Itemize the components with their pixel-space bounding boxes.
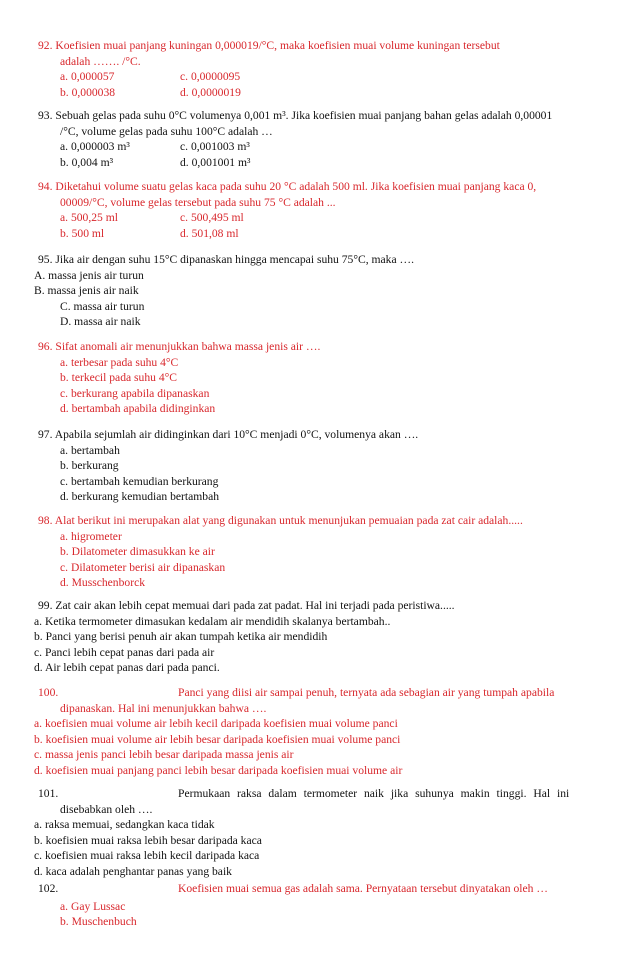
option-b: b. berkurang: [60, 459, 119, 473]
question-102: [38, 881, 604, 930]
option-c: c. bertambah kemudian berkurang: [60, 474, 219, 488]
question-stem: 95. Jika air dengan suhu 15°C dipanaskan hingga mencapai suhu 75°C, maka ….: [38, 253, 415, 266]
option-b: b. koefisien muai volume air lebih besar daripada koefisien muai volume panci: [34, 732, 401, 746]
option-a: a. 0,000057: [60, 70, 115, 84]
question-number: 102.: [38, 882, 59, 895]
question-number: 100.: [38, 686, 59, 699]
option-d: d. 0,001001 m³: [180, 155, 251, 169]
option-d: d. 501,08 ml: [180, 226, 239, 240]
option-d: d. kaca adalah penghantar panas yang baik: [34, 864, 232, 878]
question-93: [38, 108, 604, 170]
option-b: b. 500 ml: [60, 226, 105, 240]
question-92: [38, 38, 604, 100]
option-d: d. bertambah apabila didinginkan: [60, 402, 216, 416]
option-b: b. 0,004 m³: [60, 155, 114, 169]
option-d: d. Air lebih cepat panas dari pada panci.: [34, 661, 220, 675]
option-a: a. bertambah: [60, 443, 120, 457]
question-98: [38, 513, 604, 591]
option-d: d. koefisien muai panjang panci lebih besar daripada koefisien muai volume air: [34, 763, 403, 777]
option-d: d. Musschenborck: [60, 576, 146, 590]
option-c: c. Panci lebih cepat panas dari pada air: [34, 645, 215, 659]
option-c: c. 0,0000095: [180, 70, 241, 84]
question-stem-cont: /°C, volume gelas pada suhu 100°C adalah …: [60, 124, 273, 138]
option-b: B. massa jenis air naik: [34, 284, 139, 298]
option-c: c. koefisien muai raksa lebih kecil daripada kaca: [34, 849, 260, 863]
question-stem: 94. Diketahui volume suatu gelas kaca pada suhu 20 °C adalah 500 ml. Jika koefisien muai panjang kaca 0,: [38, 180, 537, 193]
question-97: [38, 427, 604, 505]
question-stem-cont: adalah ……. /°C.: [60, 54, 141, 68]
option-b: b. terkecil pada suhu 4°C: [60, 371, 178, 385]
question-94: [38, 179, 604, 241]
option-d: D. massa air naik: [60, 315, 141, 329]
option-a: a. 0,000003 m³: [60, 140, 130, 154]
option-b: b. Dilatometer dimasukkan ke air: [60, 545, 215, 559]
option-b: b. Panci yang berisi penuh air akan tumpah ketika air mendidih: [34, 630, 328, 644]
option-c: c. Dilatometer berisi air dipanaskan: [60, 560, 226, 574]
option-a: a. Ketika termometer dimasukan kedalam air mendidih skalanya bertambah..: [34, 614, 391, 628]
option-d: d. berkurang kemudian bertambah: [60, 490, 220, 504]
question-stem: Koefisien muai semua gas adalah sama. Pernyataan tersebut dinyatakan oleh …: [178, 882, 548, 895]
option-a: A. massa jenis air turun: [34, 268, 144, 282]
question-stem: 98. Alat berikut ini merupakan alat yang digunakan untuk menunjukan pemuaian pada zat cair adalah.....: [38, 514, 523, 527]
option-a: a. Gay Lussac: [60, 899, 126, 913]
question-stem: Permukaan raksa dalam termometer naik jika suhunya makin tinggi. Hal ini: [178, 787, 570, 800]
option-a: a. higrometer: [60, 529, 122, 543]
question-stem: 97. Apabila sejumlah air didinginkan dari 10°C menjadi 0°C, volumenya akan ….: [38, 428, 419, 441]
question-100: [34, 685, 604, 779]
question-stem-cont: 00009/°C, volume gelas tersebut pada suhu 75 °C adalah ...: [60, 195, 336, 209]
question-96: [38, 339, 604, 417]
question-stem-cont: dipanaskan. Hal ini menunjukkan bahwa ….: [60, 701, 267, 715]
option-a: a. 500,25 ml: [60, 211, 118, 225]
option-a: a. koefisien muai volume air lebih kecil daripada koefisien muai volume panci: [34, 717, 398, 731]
option-c: c. 500,495 ml: [180, 211, 244, 225]
question-99: [34, 598, 604, 676]
option-c: C. massa air turun: [60, 299, 145, 313]
question-95: [34, 252, 604, 330]
option-c: c. massa jenis panci lebih besar daripada massa jenis air: [34, 748, 294, 762]
option-a: a. raksa memuai, sedangkan kaca tidak: [34, 818, 215, 832]
question-stem: 96. Sifat anomali air menunjukkan bahwa massa jenis air ….: [38, 340, 321, 353]
option-c: c. 0,001003 m³: [180, 140, 250, 154]
question-stem: 93. Sebuah gelas pada suhu 0°C volumenya 0,001 m³. Jika koefisien muai panjang bahan gelas adalah 0,00001: [38, 109, 553, 122]
option-b: b. koefisien muai raksa lebih besar daripada kaca: [34, 833, 262, 847]
question-stem-cont: disebabkan oleh ….: [60, 802, 153, 816]
question-number: 101.: [38, 787, 59, 800]
question-stem: 99. Zat cair akan lebih cepat memuai dari pada zat padat. Hal ini terjadi pada peristiwa.....: [38, 599, 455, 612]
question-stem: Panci yang diisi air sampai penuh, ternyata ada sebagian air yang tumpah apabila: [178, 686, 555, 699]
option-b: b. Muschenbuch: [60, 915, 137, 929]
option-c: c. berkurang apabila dipanaskan: [60, 386, 210, 400]
option-a: a. terbesar pada suhu 4°C: [60, 355, 179, 369]
option-d: d. 0,0000019: [180, 85, 241, 99]
option-b: b. 0,000038: [60, 85, 116, 99]
question-101: [34, 786, 604, 880]
question-stem: 92. Koefisien muai panjang kuningan 0,000019/°C, maka koefisien muai volume kuningan tersebut: [38, 39, 500, 52]
